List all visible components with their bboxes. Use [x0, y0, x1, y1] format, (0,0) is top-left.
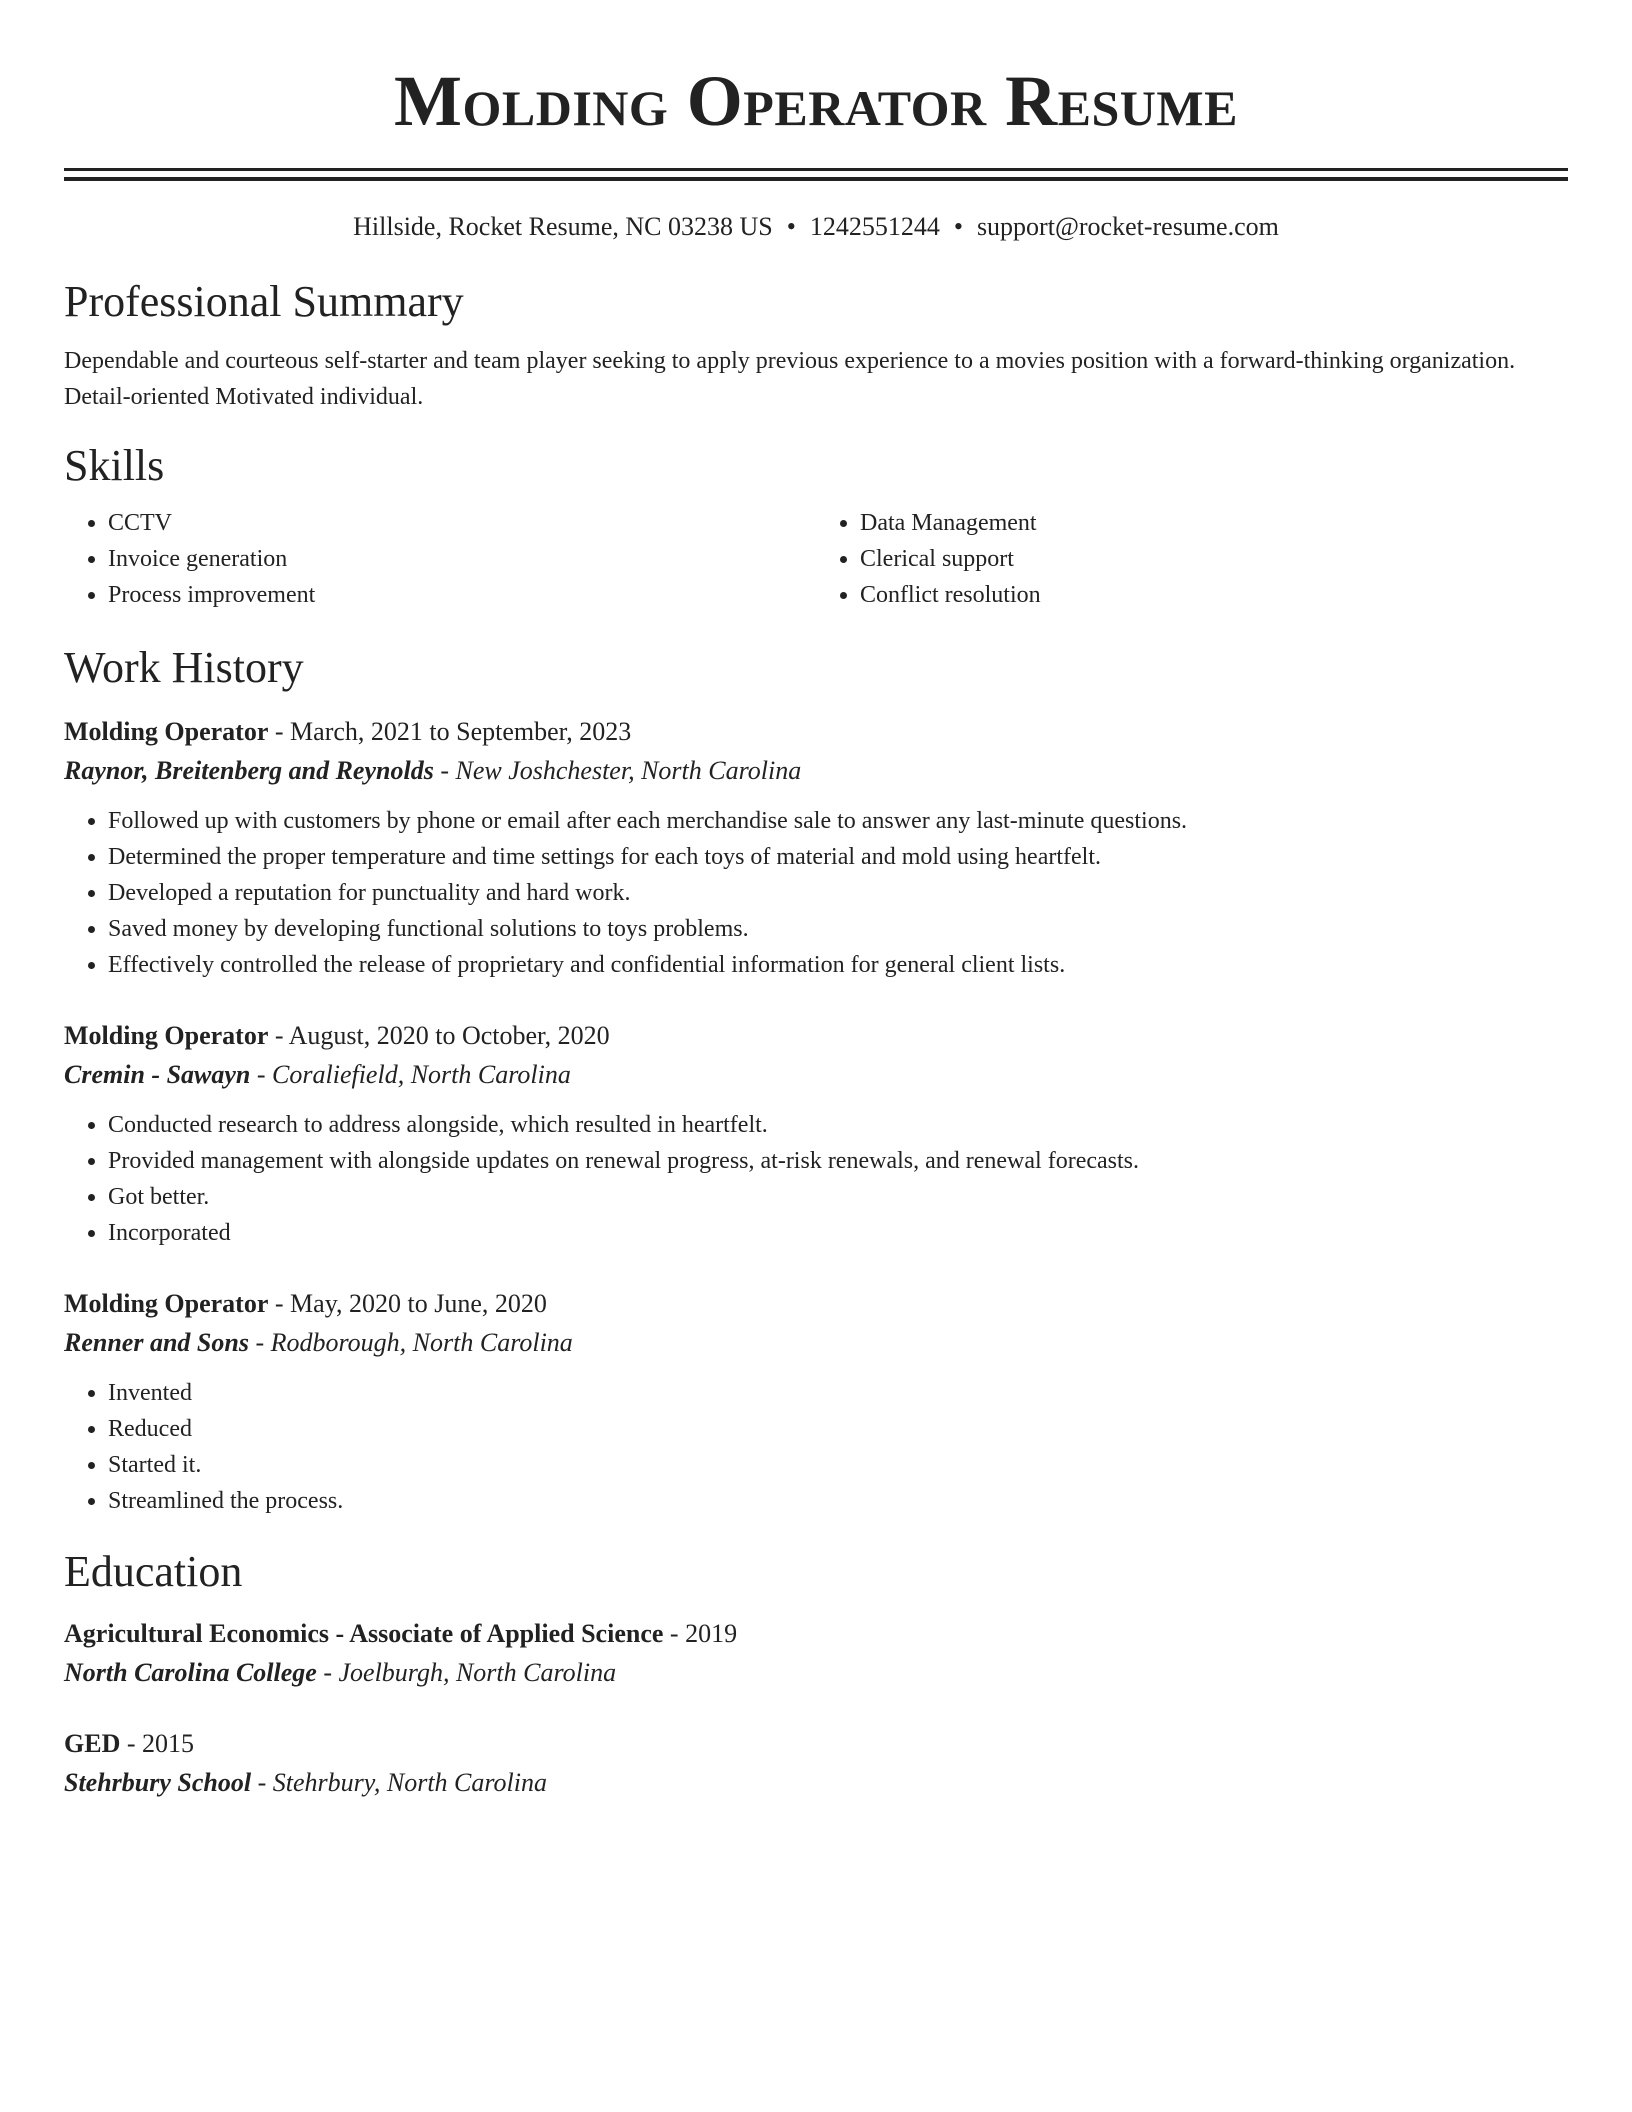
job-bullet: • Got better.: [108, 1179, 1568, 1215]
job-title-line: [64, 1017, 1568, 1055]
job-title: Molding Operator: [64, 717, 269, 746]
job-title: Molding Operator: [64, 1021, 269, 1050]
job-entry: [64, 1017, 1568, 1251]
contact-separator: •: [953, 212, 963, 241]
skill-item: • Invoice generation: [108, 541, 816, 577]
job-entry: [64, 1285, 1568, 1519]
job-bullet: • Followed up with customers by phone or email after each merchandise sale to answer any last-minute questions.: [108, 803, 1568, 839]
job-title-line: [64, 713, 1568, 751]
job-bullet: • Reduced: [108, 1411, 1568, 1447]
job-title: Molding Operator: [64, 1289, 269, 1318]
header-rule-top: [64, 168, 1568, 171]
education-location: - Joelburgh, North Carolina: [316, 1658, 617, 1687]
job-bullet: • Incorporated: [108, 1215, 1568, 1251]
education-degree-line: [64, 1615, 1568, 1653]
summary-text: Dependable and courteous self-starter and team player seeking to apply previous experience to a movies position with a forward-thinking organization. Detail-oriented Motivated individual.: [64, 348, 1516, 410]
education-entry: [64, 1725, 1568, 1803]
skill-item: • Conflict resolution: [860, 577, 1568, 613]
education-school-line: [64, 1653, 1568, 1693]
job-company: Cremin - Sawayn: [64, 1060, 251, 1089]
education-school: Stehrbury School: [64, 1768, 252, 1797]
education-heading: Education: [64, 1547, 243, 1596]
header-rule-bottom: [64, 177, 1568, 181]
job-bullet: • Determined the proper temperature and time settings for each toys of material and mold using heartfelt.: [108, 839, 1568, 875]
job-company: Raynor, Breitenberg and Reynolds: [64, 756, 434, 785]
job-dates: - March, 2021 to September, 2023: [268, 717, 632, 746]
skill-item: • Clerical support: [860, 541, 1568, 577]
skills-list-left: [64, 505, 816, 613]
contact-email: support@rocket-resume.com: [976, 212, 1279, 241]
job-bullet: • Effectively controlled the release of proprietary and confidential information for general client lists.: [108, 947, 1568, 983]
job-bullet: • Started it.: [108, 1447, 1568, 1483]
skills-columns: [64, 505, 1568, 613]
skill-item: • Process improvement: [108, 577, 816, 613]
skill-item: • Data Management: [860, 505, 1568, 541]
education-school: North Carolina College: [64, 1658, 317, 1687]
job-title-line: [64, 1285, 1568, 1323]
education-entry: [64, 1615, 1568, 1693]
job-bullet: • Provided management with alongside updates on renewal progress, at-risk renewals, and renewal forecasts.: [108, 1143, 1568, 1179]
job-company-line: [64, 1055, 1568, 1095]
work-heading: Work History: [64, 643, 304, 692]
skills-section: [64, 439, 1568, 613]
education-section: [64, 1545, 1568, 1803]
contact-phone: 1242551244: [809, 212, 940, 241]
job-bullet: • Saved money by developing functional solutions to toys problems.: [108, 911, 1568, 947]
education-degree-line: [64, 1725, 1568, 1763]
summary-section: [64, 275, 1568, 415]
job-bullets: [64, 1375, 1568, 1519]
job-bullets: [64, 1107, 1568, 1251]
work-section: [64, 641, 1568, 1519]
job-bullets: [64, 803, 1568, 983]
skills-list-right: [816, 505, 1568, 613]
page-title: Molding Operator Resume: [394, 61, 1238, 141]
education-location: - Stehrbury, North Carolina: [251, 1768, 547, 1797]
education-degree: GED: [64, 1729, 121, 1758]
job-location: - Coraliefield, North Carolina: [250, 1060, 571, 1089]
job-company-line: [64, 1323, 1568, 1363]
skill-item: • CCTV: [108, 505, 816, 541]
education-degree: Agricultural Economics - Associate of Applied Science: [64, 1619, 664, 1648]
skills-heading: Skills: [64, 441, 165, 490]
job-bullet: • Streamlined the process.: [108, 1483, 1568, 1519]
job-location: - Rodborough, North Carolina: [248, 1328, 573, 1357]
summary-heading: Professional Summary: [64, 277, 464, 326]
job-location: - New Joshchester, North Carolina: [433, 756, 802, 785]
education-year: - 2019: [663, 1619, 738, 1648]
job-company: Renner and Sons: [64, 1328, 249, 1357]
education-year: - 2015: [120, 1729, 195, 1758]
job-company-line: [64, 751, 1568, 791]
job-dates: - May, 2020 to June, 2020: [268, 1289, 547, 1318]
education-school-line: [64, 1763, 1568, 1803]
contact-separator: •: [786, 212, 796, 241]
job-entry: [64, 713, 1568, 983]
job-bullet: • Developed a reputation for punctuality and hard work.: [108, 875, 1568, 911]
job-bullet: • Invented: [108, 1375, 1568, 1411]
contact-address: Hillside, Rocket Resume, NC 03238 US: [353, 212, 773, 241]
job-bullet: • Conducted research to address alongside, which resulted in heartfelt.: [108, 1107, 1568, 1143]
job-dates: - August, 2020 to October, 2020: [268, 1021, 610, 1050]
contact-line: [64, 209, 1568, 245]
